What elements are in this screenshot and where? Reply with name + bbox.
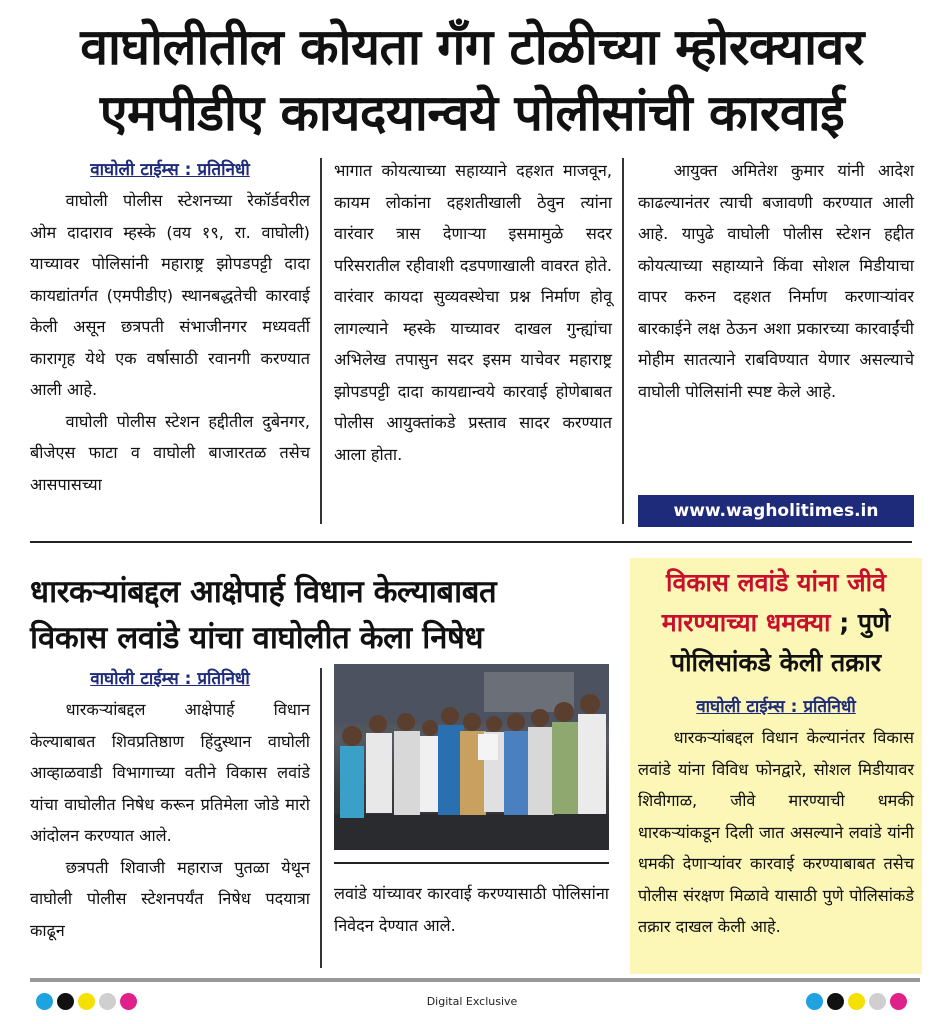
article3-headline-line1: विकास लवांडे यांना जीवे [665,568,886,597]
article3-headline-sep: ; पुणे [830,608,891,637]
protest-photo [334,664,609,850]
article2-headline-line1: धारकऱ्यांबद्दल आक्षेपार्ह विधान केल्याबाबत [30,574,497,610]
article1-col2-text: भागात कोयत्याच्या सहाय्याने दहशत माजवून, कायम लोकांना दहशतीखाली ठेवुन त्यांना वारंवार त्रास देणाऱ्या इसमामुळे सदर परिसरातील रहीवाशी दडपणाखाली वावरत होते. वारंवार कायदा सुव्यवस्थेचा प्रश्न निर्माण होवू लागल्याने म्हस्के याच्यावर दाखल गुन्ह्यांचा अभिलेख तपासुन सदर इसम याचेवर महाराष्ट्र झोपडपट्टी दादा कायद्यान्वये कारवाई होणेबाबत पोलीस आयुक्तांकडे प्रस्ताव सादर करण्यात आला होता. [334,161,612,464]
black-dot [827,993,844,1010]
column-divider [622,158,624,524]
article2-column2 [334,878,609,941]
article2-byline: वाघोली टाईम्स : प्रतिनिधी [90,669,250,689]
grey-dot [869,993,886,1010]
cyan-dot [806,993,823,1010]
article2-column1 [30,664,310,946]
digital-exclusive-label: Digital Exclusive [426,995,518,1008]
article3-byline: वाघोली टाईम्स : प्रतिनिधी [696,697,856,717]
section-divider [30,541,912,543]
article3-para: धारकऱ्यांबद्दल विधान केल्यानंतर विकास लवांडे यांना विविध फोनद्वारे, सोशल मिडीयावर शिवीगाळ, जीवे मारण्याची धमकी धारकऱ्यांकडून दिली जात असल्याने लवांडे यांनी धमकी देणाऱ्यांवर कारवाई करण्याबाबत तसेच पोलीस संरक्षण मिळावे यासाठी पुणे पोलिसांकडे तक्रार दाखल केली आहे. [638,728,914,936]
main-headline-line1: वाघोलीतील कोयता गँग टोळीच्या म्होरक्यावर [80,18,864,76]
registration-marks-right [806,993,907,1010]
article1-byline: वाघोली टाईम्स : प्रतिनिधी [90,160,250,180]
article1-para2: वाघोली पोलीस स्टेशन हद्दीतील दुबेनगर, बीजेएस फाटा व वाघोली बाजारतळ तसेच आसपासच्या [30,411,310,494]
article1-column1 [30,155,310,500]
column-divider [320,668,322,968]
article3-headline-red: मारण्याच्या धमक्या [661,608,831,637]
photo-caption-divider [334,862,609,864]
article1-column3 [638,155,914,407]
magenta-dot [890,993,907,1010]
article2-continued-text: लवांडे यांच्यावर कारवाई करण्यासाठी पोलिसांना निवेदन देण्यात आले. [334,884,609,935]
article2-headline-line2: विकास लवांडे यांचा वाघोलीत केला निषेध [30,620,484,656]
column-divider [320,158,322,524]
article3-headline-line3: पोलिसांकडे केली तक्रार [670,648,882,677]
article1-para1: वाघोली पोलीस स्टेशनच्या रेकॉर्डवरील ओम दादाराव म्हस्के (वय १९, रा. वाघोली) याच्यावर पोलिसांनी महाराष्ट्र झोपडपट्टी दादा कायद्यांतर्गत (एमपीडीए) स्थानबद्धतेची कारवाई केली असून छत्रपती संभाजीनगर मध्यवर्ती कारागृह येथे एक वर्षासाठी रवानगी करण्यात आली आहे. [30,191,310,399]
website-url-banner: www.wagholitimes.in [638,495,914,527]
article2-para1: धारकऱ्यांबद्दल आक्षेपार्ह विधान केल्याबाबत शिवप्रतिष्ठाण हिंदुस्थान वाघोली आव्हाळवाडी विभागाच्या वतीने विकास लवांडे यांचा वाघोलीत निषेध करून प्रतिमेला जोडे मारो आंदोलन करण्यात आले. [30,700,310,845]
main-headline-line2: एमपीडीए कायदयान्वये पोलीसांची कारवाई [99,84,845,142]
footer-bar [30,978,920,982]
article1-col3-text: आयुक्त अमितेश कुमार यांनी आदेश काढल्यानंतर त्याची बजावणी करण्यात आली आहे. यापुढे वाघोली पोलीस स्टेशन हद्दीत कोयत्याच्या सहाय्याने किंवा सोशल मिडीयाचा वापर करुन दहशत निर्माण करणाऱ्यांवर बारकाईने लक्ष ठेऊन अशा प्रकारच्या कारवाईंची मोहीम सातत्याने राबविण्यात येणार असल्याचे वाघोली पोलिसांनी स्पष्ट केले आहे. [638,161,914,401]
article3-body [638,692,914,943]
article3-headline-line2 [630,604,922,642]
yellow-dot [848,993,865,1010]
article1-column2 [334,155,612,470]
article2-para2: छत्रपती शिवाजी महाराज पुतळा येथून वाघोली पोलीस स्टेशनपर्यंत निषेध पदयात्रा काढून [30,857,310,940]
